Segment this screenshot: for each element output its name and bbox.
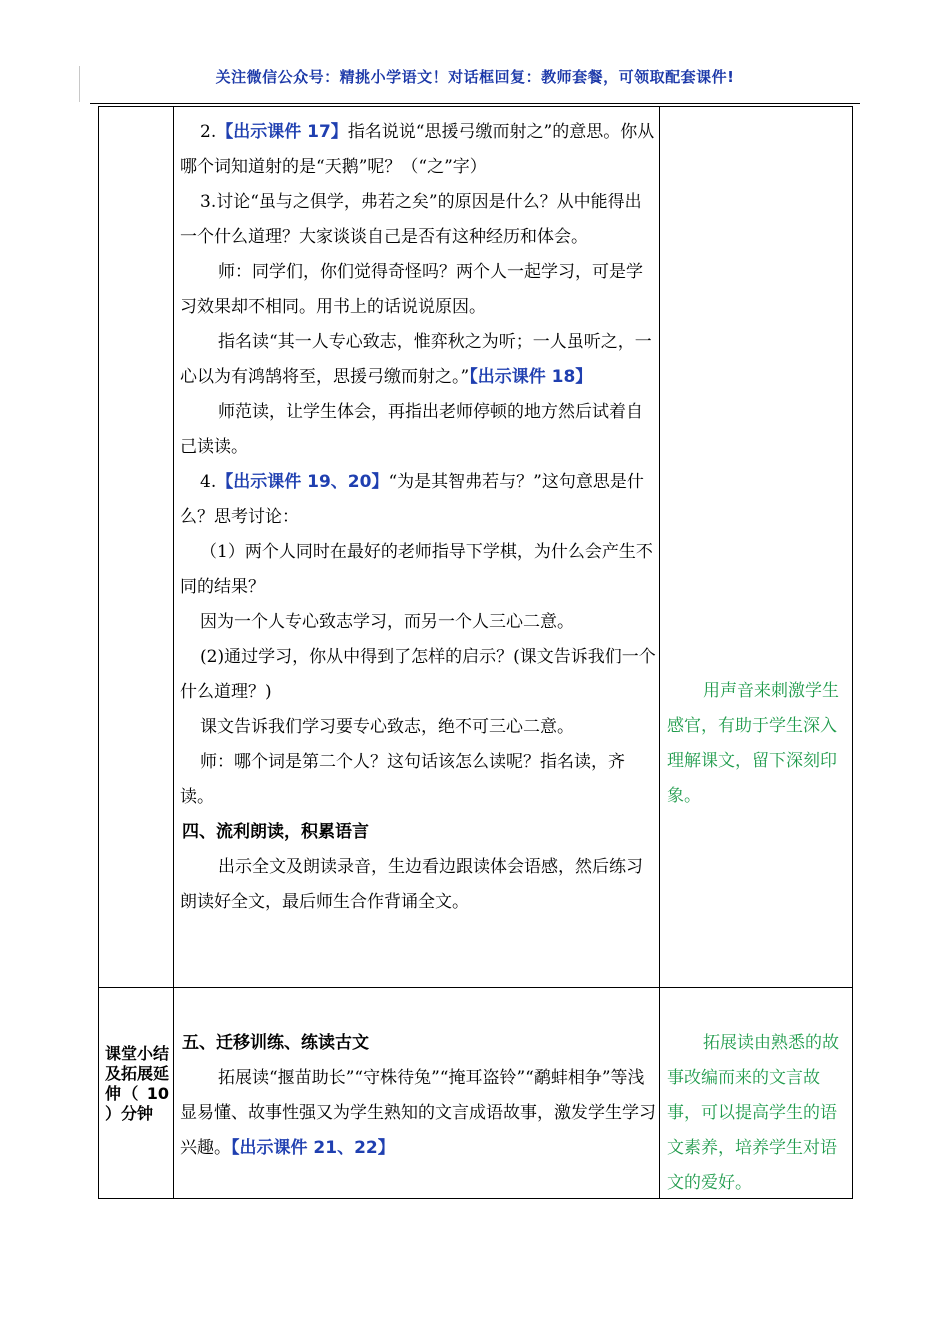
courseware-tag: 【出示课件 21、22】: [231, 1138, 395, 1158]
row2-note: [667, 1026, 851, 1201]
paragraph-text: 指名说说“思援弓缴而射之”的意思。你从哪个词知道射的是“天鹅”呢？（“之”字）: [180, 122, 655, 177]
paragraph-read-aloud: [180, 325, 656, 395]
paragraph-discussion: 3.讨论“虽与之俱学，弗若之矣”的原因是什么？从中能得出一个什么道理？大家谈谈自己是否有这种经历和体会。: [180, 192, 642, 247]
header-notice: 关注微信公众号：精挑小学语文！对话框回复：教师套餐，可领取配套课件!: [215, 68, 735, 86]
column-divider-label: [173, 107, 174, 1198]
paragraph-text: 指名读“其一人专心致志，惟弈秋之为听；一人虽听之，一心以为有鸿鹄将至，思援弓缴而射之。”: [180, 332, 652, 387]
item-number: 2.: [200, 122, 217, 142]
paragraph-fluent-reading: 出示全文及朗读录音，生边看边跟读体会语感，然后练习朗读好全文，最后师生合作背诵全文。: [180, 857, 643, 912]
courseware-tag: 【出示课件 19、20】: [216, 472, 389, 492]
note-text: 拓展读由熟悉的故事改编而来的文言故事，可以提高学生的语文素养，培养学生对语文的爱好。: [667, 1033, 839, 1193]
row-divider: [99, 987, 852, 988]
paragraph-model-reading: 师范读，让学生体会，再指出老师停顿的地方然后试着自己读读。: [180, 402, 643, 457]
row2-content: [180, 1026, 656, 1166]
paragraph-answer-1: 因为一个人专心致志学习，而另一个人三心二意。: [200, 612, 574, 632]
paragraph-courseware-17: [180, 115, 656, 185]
header-rule: [90, 103, 860, 104]
column-divider-notes: [659, 107, 660, 1198]
row1-note: [667, 674, 851, 814]
section-heading-5: 五、迁移训练、练读古文: [182, 1033, 369, 1053]
lesson-table: [98, 106, 853, 1199]
section-heading-4: 四、流利朗读，积累语言: [182, 822, 369, 842]
paragraph-text: 拓展读“揠苗助长”“守株待兔”“掩耳盗铃”“鹬蚌相争”等浅显易懂、故事性强又为学生熟知的文言成语故事，激发学生学习兴趣。: [180, 1068, 656, 1158]
paragraph-courseware-19-20: [180, 465, 656, 535]
paragraph-teacher-question: 师：同学们，你们觉得奇怪吗？两个人一起学习，可是学习效果却不相同。用书上的话说说原因。: [180, 262, 643, 317]
paragraph-question-2: (2)通过学习，你从中得到了怎样的启示？(课文告诉我们一个什么道理？): [180, 647, 656, 702]
paragraph-teacher-prompt: 师：哪个词是第二个人？这句话该怎么读呢？指名读，齐读。: [180, 752, 625, 807]
paragraph-text: “为是其智弗若与？”这句意思是什么？思考讨论：: [180, 472, 644, 527]
paragraph-question-1: （1）两个人同时在最好的老师指导下学棋，为什么会产生不同的结果？: [180, 542, 653, 597]
row2-label: 课堂小结及拓展延伸（ 10 ）分钟: [105, 1044, 170, 1123]
item-number: 4.: [200, 472, 217, 492]
note-text: 用声音来刺激学生感官，有助于学生深入理解课文，留下深刻印象。: [667, 681, 839, 806]
paragraph-extension-reading: [180, 1061, 656, 1166]
courseware-tag: 【出示课件 18】: [469, 367, 593, 387]
courseware-tag: 【出示课件 17】: [216, 122, 348, 142]
paragraph-answer-2: 课文告诉我们学习要专心致志，绝不可三心二意。: [200, 717, 574, 737]
row1-content: [180, 115, 656, 920]
